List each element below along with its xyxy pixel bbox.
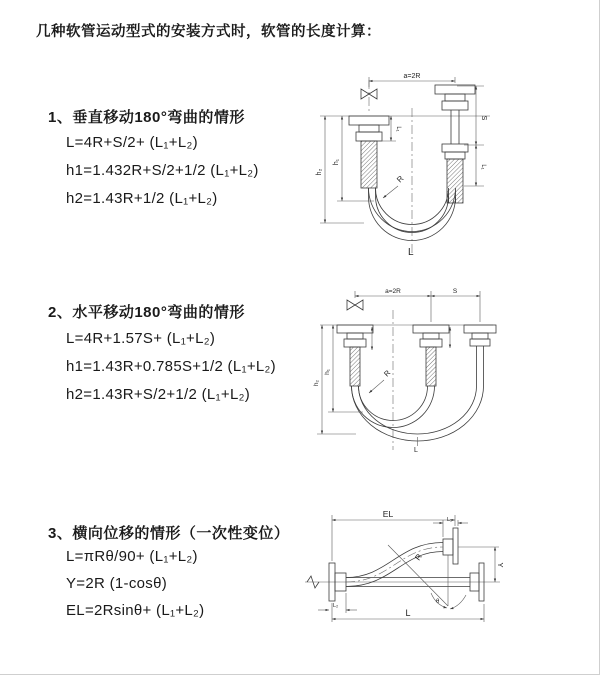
formula-line: h2=1.43R+S/2+1/2 (L₁+L₂) — [66, 386, 251, 403]
dim-label-h1: h₁ — [333, 158, 340, 166]
dim-label-r: R — [413, 552, 424, 563]
braided-hose-section — [426, 347, 436, 386]
dim-label-s: S — [480, 115, 487, 121]
dimensions — [313, 288, 480, 454]
dim-label-h1: h₁ — [324, 369, 331, 375]
dim-label-y: Y — [496, 562, 505, 568]
dim-label-a2r: a=2R — [403, 73, 421, 80]
dim-label-l2: L₂ — [333, 603, 339, 609]
section-3-heading: 3、横向位移的情形（一次性变位） — [48, 525, 290, 542]
diagram-vertical-180-bend — [312, 68, 592, 260]
formula-line: L=4R+S/2+ (L₁+L₂) — [66, 134, 198, 151]
formula-line: h2=1.43R+1/2 (L₁+L₂) — [66, 190, 218, 207]
formula-line: L=πRθ/90+ (L₁+L₂) — [66, 548, 198, 565]
formula-line: L=4R+1.57S+ (L₁+L₂) — [66, 330, 216, 347]
dim-label-r: R — [382, 368, 393, 379]
dim-label-l: L — [408, 247, 414, 258]
formula-line: Y=2R (1-cosθ) — [66, 575, 168, 592]
braided-hose-section — [361, 141, 377, 188]
page-title: 几种软管运动型式的安装方式时，软管的长度计算： — [36, 24, 381, 40]
formula-line: h1=1.432R+S/2+1/2 (L₁+L₂) — [66, 162, 259, 179]
dim-label-el: EL — [382, 509, 394, 519]
valve-icon — [347, 300, 363, 310]
dim-label-h2: h₂ — [313, 379, 320, 387]
hose-drawing — [305, 528, 500, 609]
diagram-lateral-displacement — [300, 503, 592, 645]
dim-label-l1-left: L₁ — [395, 126, 401, 132]
hose-drawing — [320, 300, 496, 450]
section-2-heading: 2、水平移动180°弯曲的情形 — [48, 304, 245, 321]
dim-label-s: S — [452, 288, 458, 295]
diagram-horizontal-180-bend — [308, 282, 592, 454]
dim-label-l1: L₁ — [480, 164, 486, 170]
dim-label-l: L — [405, 608, 411, 618]
dim-label-theta: θ — [436, 599, 440, 605]
dimensions — [318, 509, 505, 622]
dim-label-a2r: a=2R — [385, 288, 401, 295]
hose-drawing — [320, 80, 490, 254]
formula-line: EL=2Rsinθ+ (L₁+L₂) — [66, 602, 205, 619]
dim-label-h2: h₂ — [316, 168, 323, 176]
dim-label-l1: L₁ — [447, 517, 452, 523]
braided-hose-section — [350, 347, 360, 386]
formula-line: h1=1.43R+0.785S+1/2 (L₁+L₂) — [66, 358, 276, 375]
section-1-heading: 1、垂直移动180°弯曲的情形 — [48, 109, 245, 126]
dim-label-l: L — [414, 447, 418, 454]
dim-label-r: R — [395, 173, 406, 185]
